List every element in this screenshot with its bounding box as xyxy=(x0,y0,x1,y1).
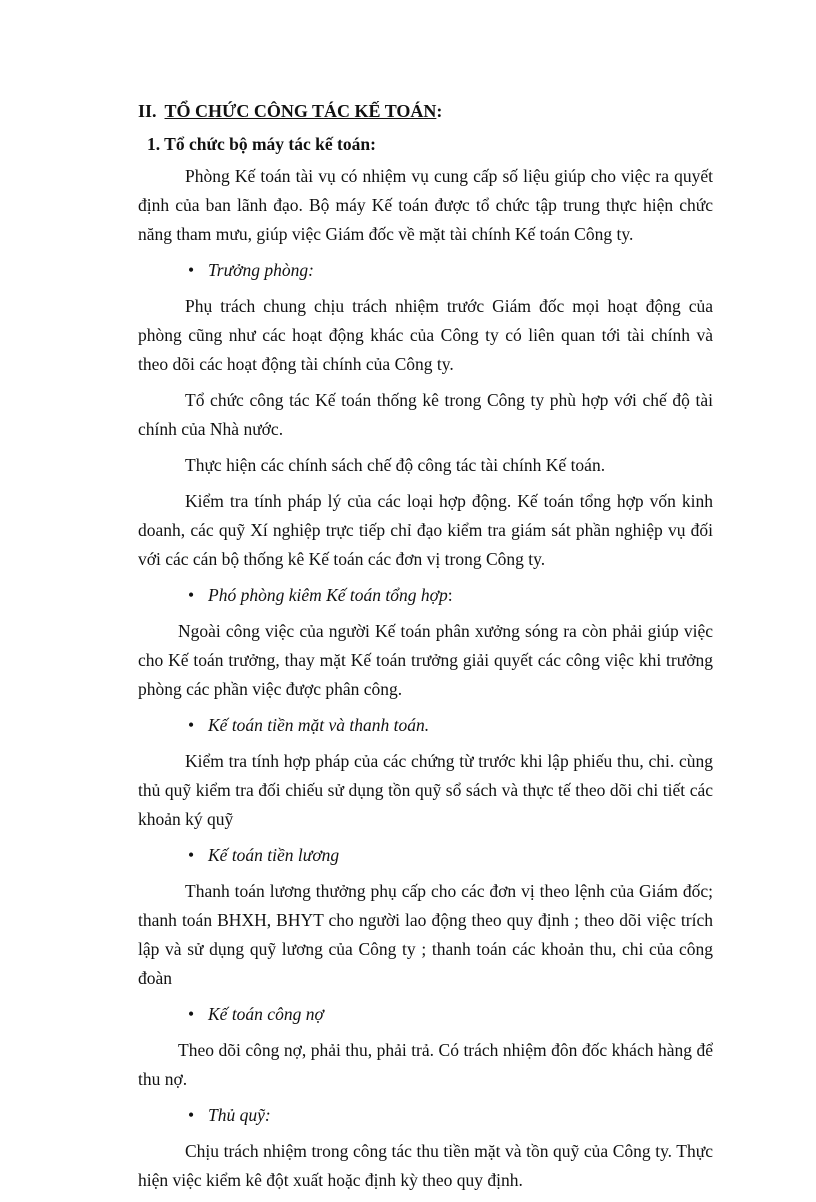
bullet-icon: • xyxy=(188,1004,195,1024)
role-title: Kế toán tiền lương xyxy=(208,845,340,865)
section-title-colon: : xyxy=(436,101,443,121)
bullet-icon: • xyxy=(188,715,195,735)
role-heading-cong-no xyxy=(138,1000,713,1029)
role-title: Phó phòng kiêm Kế toán tổng hợp xyxy=(208,585,448,605)
role-title: Kế toán tiền mặt và thanh toán. xyxy=(208,715,430,735)
bullet-icon: • xyxy=(188,845,195,865)
intro-paragraph: Phòng Kế toán tài vụ có nhiệm vụ cung cấp số liệu giúp cho việc ra quyết định của ban lãnh đạo. Bộ máy Kế toán được tổ chức tập trung thực hiện chức năng tham mưu, giúp việc Giám đốc về mặt tài chính Kế toán Công ty. xyxy=(138,166,713,244)
body-paragraph: Thực hiện các chính sách chế độ công tác tài chính Kế toán. xyxy=(185,455,606,475)
body-paragraph: Tổ chức công tác Kế toán thống kê trong Công ty phù hợp với chế độ tài chính của Nhà nước. xyxy=(138,390,713,439)
body-paragraph: Chịu trách nhiệm trong công tác thu tiền mặt và tồn quỹ của Công ty. Thực hiện việc kiểm kê đột xuất hoặc định kỳ theo quy định. xyxy=(138,1141,713,1190)
body-paragraph: Theo dõi công nợ, phải thu, phải trả. Có trách nhiệm đôn đốc khách hàng để thu nợ. xyxy=(138,1040,713,1089)
subsection-heading: 1. Tổ chức bộ máy tác kế toán: xyxy=(147,134,376,154)
body-paragraph: Kiểm tra tính pháp lý của các loại hợp động. Kế toán tổng hợp vốn kinh doanh, các quỹ Xí nghiệp trực tiếp chỉ đạo kiểm tra giám sát phần nghiệp vụ đối với các cán bộ thống kê Kế toán các đơn vị trong Công ty. xyxy=(138,491,713,569)
section-title: TỔ CHỨC CÔNG TÁC KẾ TOÁN xyxy=(164,101,437,121)
role-heading-thu-quy xyxy=(138,1101,713,1130)
body-paragraph: Phụ trách chung chịu trách nhiệm trước Giám đốc mọi hoạt động của phòng cũng như các hoạt động khác của Công ty có liên quan tới tài chính và theo dõi các hoạt động tài chính của Công ty. xyxy=(138,296,713,374)
body-paragraph: Thanh toán lương thưởng phụ cấp cho các đơn vị theo lệnh của Giám đốc; thanh toán BHXH, BHYT cho người lao động theo quy định ; theo dõi việc trích lập và sử dụng quỹ lương của Công ty ; thanh toán các khoản thu, chi của công đoàn xyxy=(138,881,713,988)
role-title: Kế toán công nợ xyxy=(208,1004,324,1024)
document-page xyxy=(138,96,713,1202)
body-paragraph: Kiểm tra tính hợp pháp của các chứng từ trước khi lập phiếu thu, chi. cùng thủ quỹ kiểm tra đối chiếu sử dụng tồn quỹ sổ sách và thực tế theo dõi chi tiết các khoản ký quỹ xyxy=(138,751,713,829)
role-heading-truong-phong xyxy=(138,256,713,285)
role-heading-pho-phong xyxy=(138,581,713,610)
body-paragraph: Ngoài công việc của người Kế toán phân xưởng sóng ra còn phải giúp việc cho Kế toán trưởng, thay mặt Kế toán trưởng giải quyết các công việc khi trưởng phòng các phần việc được phân công. xyxy=(138,621,713,699)
bullet-icon: • xyxy=(188,585,195,605)
role-title: Thủ quỹ: xyxy=(208,1105,271,1125)
role-heading-tien-mat xyxy=(138,711,713,740)
section-number: II. xyxy=(138,101,157,121)
role-title-colon: : xyxy=(447,585,453,605)
section-heading xyxy=(138,96,713,126)
role-heading-tien-luong xyxy=(138,841,713,870)
bullet-icon: • xyxy=(188,260,195,280)
bullet-icon: • xyxy=(188,1105,195,1125)
role-title: Trưởng phòng: xyxy=(208,260,314,280)
